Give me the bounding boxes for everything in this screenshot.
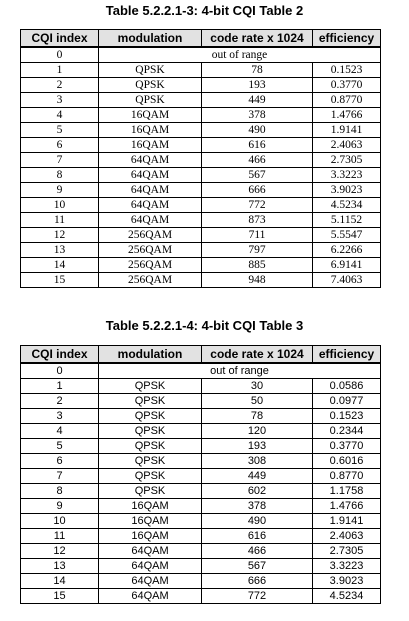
cell-code-rate: 567: [202, 168, 313, 183]
cell-code-rate: 466: [202, 544, 313, 559]
cell-efficiency: 0.6016: [313, 454, 381, 469]
cell-modulation: QPSK: [99, 469, 202, 484]
cell-code-rate: 772: [202, 198, 313, 213]
cell-efficiency: 5.5547: [313, 228, 381, 243]
cell-cqi-index: 7: [21, 153, 99, 168]
header-code-rate: code rate x 1024: [202, 346, 313, 364]
cell-code-rate: 30: [202, 379, 313, 394]
cell-code-rate: 885: [202, 258, 313, 273]
cell-modulation: 256QAM: [99, 273, 202, 288]
table-row: [21, 243, 381, 258]
cell-modulation: QPSK: [99, 394, 202, 409]
cell-efficiency: 5.1152: [313, 213, 381, 228]
cell-cqi-index: 10: [21, 198, 99, 213]
cell-efficiency: 0.1523: [313, 409, 381, 424]
table-row: [21, 198, 381, 213]
table-row: [21, 138, 381, 153]
cell-cqi-index: 8: [21, 168, 99, 183]
table-row: [21, 439, 381, 454]
table-row: [21, 213, 381, 228]
cell-code-rate: 602: [202, 484, 313, 499]
header-cqi-index: CQI index: [21, 30, 99, 48]
cell-code-rate: 797: [202, 243, 313, 258]
table-row: [21, 409, 381, 424]
table-row: [21, 394, 381, 409]
cell-modulation: 256QAM: [99, 258, 202, 273]
table-caption-cqi-table-2: Table 5.2.2.1-3: 4-bit CQI Table 2: [105, 3, 304, 18]
cell-cqi-index: 0: [21, 47, 99, 63]
cell-cqi-index: 5: [21, 123, 99, 138]
cell-code-rate: 308: [202, 454, 313, 469]
cell-efficiency: 1.4766: [313, 108, 381, 123]
cell-cqi-index: 9: [21, 183, 99, 198]
table-row: [21, 108, 381, 123]
cell-cqi-index: 6: [21, 138, 99, 153]
cell-cqi-index: 11: [21, 213, 99, 228]
cell-efficiency: 1.9141: [313, 123, 381, 138]
cell-modulation: QPSK: [99, 439, 202, 454]
cell-modulation: 16QAM: [99, 499, 202, 514]
table-row: [21, 559, 381, 574]
cell-modulation: QPSK: [99, 484, 202, 499]
cell-code-rate: 378: [202, 499, 313, 514]
cell-efficiency: 0.3770: [313, 78, 381, 93]
table-row: [21, 228, 381, 243]
cell-cqi-index: 11: [21, 529, 99, 544]
table-row: [21, 484, 381, 499]
cell-modulation: 64QAM: [99, 559, 202, 574]
cell-efficiency: 1.9141: [313, 514, 381, 529]
table-row: [21, 273, 381, 288]
cell-code-rate: 193: [202, 78, 313, 93]
cell-modulation: QPSK: [99, 63, 202, 78]
cell-efficiency: 4.5234: [313, 198, 381, 213]
cell-efficiency: 0.3770: [313, 439, 381, 454]
cell-efficiency: 3.3223: [313, 168, 381, 183]
header-row: [21, 346, 381, 364]
cell-code-rate: 50: [202, 394, 313, 409]
cell-modulation: 64QAM: [99, 168, 202, 183]
cell-cqi-index: 7: [21, 469, 99, 484]
cell-efficiency: 1.4766: [313, 499, 381, 514]
table-row-out-of-range: [21, 47, 381, 63]
cqi-table-3: [20, 345, 381, 604]
cell-efficiency: 0.0586: [313, 379, 381, 394]
cell-cqi-index: 5: [21, 439, 99, 454]
cell-cqi-index: 15: [21, 589, 99, 604]
cell-modulation: 64QAM: [99, 183, 202, 198]
cell-modulation: QPSK: [99, 409, 202, 424]
cell-cqi-index: 1: [21, 63, 99, 78]
table-row: [21, 529, 381, 544]
cell-efficiency: 6.9141: [313, 258, 381, 273]
cell-modulation: 256QAM: [99, 243, 202, 258]
cell-modulation: 16QAM: [99, 529, 202, 544]
cell-cqi-index: 3: [21, 409, 99, 424]
cell-cqi-index: 0: [21, 363, 99, 379]
cell-code-rate: 193: [202, 439, 313, 454]
cell-efficiency: 0.8770: [313, 93, 381, 108]
cell-modulation: 64QAM: [99, 153, 202, 168]
cell-cqi-index: 10: [21, 514, 99, 529]
cell-out-of-range: out of range: [99, 47, 381, 63]
cell-modulation: 16QAM: [99, 123, 202, 138]
cell-efficiency: 0.0977: [313, 394, 381, 409]
cell-code-rate: 616: [202, 529, 313, 544]
cell-efficiency: 2.7305: [313, 153, 381, 168]
cell-modulation: 64QAM: [99, 589, 202, 604]
table-caption-cqi-table-3: Table 5.2.2.1-4: 4-bit CQI Table 3: [105, 318, 304, 333]
cell-cqi-index: 3: [21, 93, 99, 108]
cell-code-rate: 490: [202, 123, 313, 138]
cell-code-rate: 772: [202, 589, 313, 604]
table-row: [21, 78, 381, 93]
cell-modulation: 16QAM: [99, 138, 202, 153]
cell-code-rate: 466: [202, 153, 313, 168]
header-modulation: modulation: [99, 30, 202, 48]
cell-code-rate: 449: [202, 93, 313, 108]
table-row: [21, 544, 381, 559]
cell-modulation: 16QAM: [99, 514, 202, 529]
cell-code-rate: 666: [202, 574, 313, 589]
cell-code-rate: 666: [202, 183, 313, 198]
cell-cqi-index: 14: [21, 574, 99, 589]
cell-efficiency: 1.1758: [313, 484, 381, 499]
table-row: [21, 168, 381, 183]
cell-modulation: QPSK: [99, 379, 202, 394]
cell-cqi-index: 1: [21, 379, 99, 394]
cell-code-rate: 567: [202, 559, 313, 574]
cell-code-rate: 711: [202, 228, 313, 243]
cell-efficiency: 2.4063: [313, 138, 381, 153]
cell-cqi-index: 8: [21, 484, 99, 499]
cell-modulation: 64QAM: [99, 213, 202, 228]
cell-efficiency: 2.7305: [313, 544, 381, 559]
cell-efficiency: 0.2344: [313, 424, 381, 439]
cell-code-rate: 120: [202, 424, 313, 439]
cell-cqi-index: 4: [21, 424, 99, 439]
cell-efficiency: 3.9023: [313, 183, 381, 198]
cell-code-rate: 378: [202, 108, 313, 123]
table-row: [21, 183, 381, 198]
cell-cqi-index: 12: [21, 544, 99, 559]
cell-cqi-index: 14: [21, 258, 99, 273]
cell-code-rate: 490: [202, 514, 313, 529]
cell-cqi-index: 12: [21, 228, 99, 243]
table-row: [21, 454, 381, 469]
cell-cqi-index: 13: [21, 243, 99, 258]
cell-modulation: QPSK: [99, 78, 202, 93]
cell-code-rate: 449: [202, 469, 313, 484]
cell-cqi-index: 6: [21, 454, 99, 469]
cell-modulation: QPSK: [99, 424, 202, 439]
cell-modulation: 64QAM: [99, 544, 202, 559]
table-row: [21, 93, 381, 108]
cell-cqi-index: 2: [21, 394, 99, 409]
cell-efficiency: 6.2266: [313, 243, 381, 258]
cell-modulation: 64QAM: [99, 574, 202, 589]
table-row: [21, 574, 381, 589]
header-row: [21, 30, 381, 48]
table-row: [21, 379, 381, 394]
table-row: [21, 258, 381, 273]
cell-cqi-index: 13: [21, 559, 99, 574]
table-row: [21, 153, 381, 168]
cell-out-of-range: out of range: [99, 363, 381, 379]
table-row: [21, 63, 381, 78]
table-row: [21, 424, 381, 439]
cell-cqi-index: 9: [21, 499, 99, 514]
header-modulation: modulation: [99, 346, 202, 364]
cell-code-rate: 78: [202, 63, 313, 78]
cell-efficiency: 4.5234: [313, 589, 381, 604]
table-row: [21, 469, 381, 484]
cell-modulation: 256QAM: [99, 228, 202, 243]
cell-code-rate: 873: [202, 213, 313, 228]
cell-efficiency: 2.4063: [313, 529, 381, 544]
cell-code-rate: 78: [202, 409, 313, 424]
cell-efficiency: 7.4063: [313, 273, 381, 288]
cell-modulation: QPSK: [99, 93, 202, 108]
cell-efficiency: 3.3223: [313, 559, 381, 574]
cell-modulation: 16QAM: [99, 108, 202, 123]
cell-cqi-index: 2: [21, 78, 99, 93]
cqi-table-2: [20, 29, 381, 288]
table-row: [21, 123, 381, 138]
header-cqi-index: CQI index: [21, 346, 99, 364]
table-row: [21, 589, 381, 604]
cell-cqi-index: 15: [21, 273, 99, 288]
cell-efficiency: 0.1523: [313, 63, 381, 78]
cell-modulation: QPSK: [99, 454, 202, 469]
cell-code-rate: 948: [202, 273, 313, 288]
cell-code-rate: 616: [202, 138, 313, 153]
table-row: [21, 499, 381, 514]
cell-efficiency: 3.9023: [313, 574, 381, 589]
cell-efficiency: 0.8770: [313, 469, 381, 484]
table-row-out-of-range: [21, 363, 381, 379]
cell-cqi-index: 4: [21, 108, 99, 123]
header-efficiency: efficiency: [313, 346, 381, 364]
cell-modulation: 64QAM: [99, 198, 202, 213]
header-code-rate: code rate x 1024: [202, 30, 313, 48]
table-row: [21, 514, 381, 529]
header-efficiency: efficiency: [313, 30, 381, 48]
